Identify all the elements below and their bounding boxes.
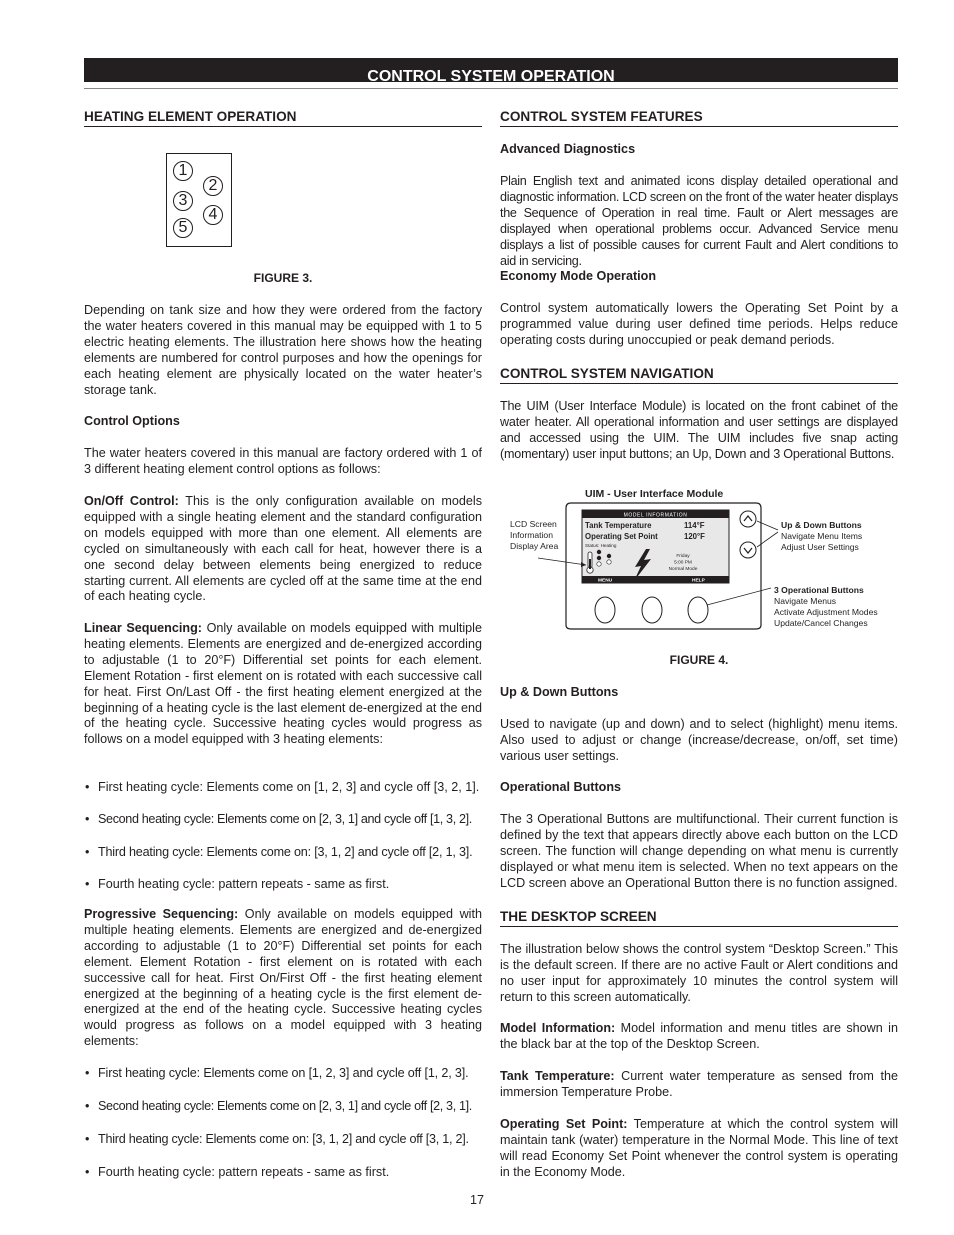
thermometer-icon [587, 552, 593, 573]
lcd-label-line-1: LCD Screen [510, 519, 557, 529]
tank-temp-paragraph [500, 1069, 898, 1101]
features-heading: CONTROL SYSTEM FEATURES [500, 109, 898, 127]
ops-callout-line-1: Navigate Menus [774, 596, 837, 606]
heating-element-diagram [166, 153, 232, 247]
osp-text: Temperature at which the control system will maintain tank (water) temperature in the Normal Mode. This line of text will read Economy Set Point whenever the control system is operating in the Economy Mode. [500, 1117, 899, 1179]
lcd-label-line-3: Display Area [510, 541, 559, 551]
ops-callout-line-2: Activate Adjustment Modes [774, 607, 878, 617]
heating-intro-text: Depending on tank size and how they were ordered from the factory the water heaters covered in this manual may be equipped with 1 to 5 electric heating elements. The illustration here shows how the heating elements are numbered for control purposes and how the openings for each heating element are physically located on the water heater’s storage tank. [84, 303, 482, 397]
linear-sequencing-paragraph [84, 621, 482, 748]
heating-element-heading: HEATING ELEMENT OPERATION [84, 109, 482, 127]
desktop-heading: THE DESKTOP SCREEN [500, 909, 898, 927]
navigation-heading: CONTROL SYSTEM NAVIGATION [500, 366, 898, 384]
updown-heading: Up & Down Buttons [500, 685, 619, 699]
model-info-label: Model Information: [500, 1021, 616, 1035]
list-item: • Fourth heating cycle: pattern repeats - same as first. [84, 877, 482, 893]
lcd-help-label: HELP [692, 578, 705, 584]
lcd-header-text: MODEL INFORMATION [623, 512, 688, 519]
diagnostics-heading: Advanced Diagnostics [500, 142, 636, 156]
onoff-label: On/Off Control: [84, 494, 179, 508]
lcd-schedule-mode: Normal Mode [668, 567, 698, 572]
list-item: • Second heating cycle: Elements come on [2, 3, 1] and cycle off [1, 3, 2]. [84, 812, 482, 828]
onoff-control-paragraph [84, 494, 482, 605]
osp-label: Operating Set Point: [500, 1117, 628, 1131]
updown-callout-line-2: Adjust User Settings [781, 542, 859, 552]
linear-text: Only available on models equipped with multiple heating elements. Elements are energized and de-energized according to adjustable (1 to 20°F) Differential set points for each element. Element Rotation - first element on is rotated with each successive call for heat. First On/Last Off - the first heating element energized at the beginning of a heating cycle is the last element de-energized at the end of the heating cycle. Successive heating cycles would progress as follows on a model equipped with 3 heating elements: [84, 621, 482, 747]
opbuttons-heading: Operational Buttons [500, 780, 622, 794]
desktop-text: The illustration below shows the control system “Desktop Screen.” This is the default screen. If there are no active Fault or Alert conditions and no user input for approximately 10 minutes the control system will return to this screen automatically. [500, 942, 898, 1004]
lcd-set-point-label: Operating Set Point [585, 532, 658, 541]
figure3-caption: FIGURE 3. [253, 271, 313, 285]
element-2: 2 [203, 176, 223, 196]
list-item: • Fourth heating cycle: pattern repeats - same as first. [84, 1165, 482, 1181]
element-1: 1 [173, 161, 193, 181]
lcd-schedule-day: Friday [676, 554, 690, 559]
opbuttons-text: The 3 Operational Buttons are multifunctional. Their current function is defined by the text that appears directly above each button on the LCD screen. The function will change depending on what menu is currently displayed or what menu item is selected. When no text appears on the LCD screen above an Operational Button there is no function assigned. [500, 812, 898, 890]
tank-temp-label: Tank Temperature: [500, 1069, 615, 1083]
ops-callout-title: 3 Operational Buttons [774, 585, 864, 595]
tank-temp-text: Current water temperature as sensed from the immersion Temperature Probe. [500, 1069, 898, 1099]
list-item: • Second heating cycle: Elements come on [2, 3, 1] and cycle off [2, 3, 1]. [84, 1099, 482, 1115]
diagnostics-text: Plain English text and animated icons display detailed operational and diagnostic information. LCD screen on the front of the water heater displays the Sequence of Operation in real time. Fault or Alert messages are displayed when operational problems occur. Advanced Service menu displays a list of possible causes for current Fault and Alert conditions to aid in servicing. [500, 174, 898, 268]
navigation-text: The UIM (User Interface Module) is located on the front cabinet of the water heater. All operational information and user settings are displayed and accessed using the UIM. The UIM includes five snap acting (momentary) user input buttons; an Up, Down and 3 Operational Buttons. [500, 399, 898, 461]
down-button[interactable] [740, 542, 756, 558]
figure4-caption: FIGURE 4. [669, 653, 729, 667]
lcd-menu-label: MENU [598, 578, 613, 584]
linear-label: Linear Sequencing: [84, 621, 202, 635]
lcd-tank-temp-label: Tank Temperature [585, 521, 652, 530]
section-banner: CONTROL SYSTEM OPERATION [84, 58, 898, 82]
updown-callout-line-1: Navigate Menu Items [781, 531, 863, 541]
operational-button-1[interactable] [595, 597, 615, 623]
list-item: • Third heating cycle: Elements come on: [3, 1, 2] and cycle off [2, 1, 3]. [84, 845, 482, 861]
element-3: 3 [173, 191, 193, 211]
list-item: • First heating cycle: Elements come on [1, 2, 3] and cycle off [3, 2, 1]. [84, 780, 482, 796]
updown-text: Used to navigate (up and down) and to select (highlight) menu items. Also used to adjust or change (increase/decrease, on/off, set time) various user settings. [500, 717, 898, 763]
linear-bullet-list [84, 780, 482, 893]
uim-diagram [508, 485, 898, 633]
progressive-text: Only available on models equipped with multiple heating elements. Elements are energized and de-energized according to adjustable (1 to 20°F) Differential set points for each element. Element Rotation - first element on is rotated with each successive call for heat. First On/First Off - the first heating element energized at the beginning of a heating cycle is the first element de-energized at the end of the heating cycle. Successive heating cycles would progress as follows on a model equipped with 3 heating elements: [84, 907, 482, 1049]
list-item: • First heating cycle: Elements come on [1, 2, 3] and cycle off [1, 2, 3]. [84, 1066, 482, 1082]
up-button[interactable] [740, 511, 756, 527]
page-number: 17 [469, 1193, 484, 1207]
ops-callout-line-3: Update/Cancel Changes [774, 618, 868, 628]
lcd-set-point-value: 120°F [684, 532, 705, 541]
banner-rule [84, 88, 898, 89]
element-4: 4 [203, 205, 223, 225]
progressive-sequencing-paragraph [84, 907, 482, 1050]
economy-text: Control system automatically lowers the Operating Set Point by a programmed value during user defined time periods. Helps reduce operating costs during unoccupied or peak demand periods. [500, 301, 898, 347]
onoff-text: This is the only configuration available on models equipped with a single heating element and the standard configuration on models equipped with more than one element. All elements are cycled on simultaneously with each call for heat, however there is a one second delay between elements being energized to reduce starting current. All elements are cycled off at the same time at the end of each heating cycle. [84, 494, 482, 604]
element-5: 5 [173, 218, 193, 238]
lcd-tank-temp-value: 114°F [684, 521, 705, 530]
progressive-label: Progressive Sequencing: [84, 907, 239, 921]
operational-button-3[interactable] [688, 597, 708, 623]
operational-button-2[interactable] [642, 597, 662, 623]
model-info-paragraph [500, 1021, 898, 1053]
list-item: • Third heating cycle: Elements come on: [3, 1, 2] and cycle off [3, 1, 2]. [84, 1132, 482, 1148]
operating-set-point-paragraph [500, 1117, 898, 1181]
model-info-text: Model information and menu titles are shown in the black bar at the top of the Desktop Screen. [500, 1021, 898, 1051]
lcd-status: Status: Heating [585, 543, 617, 548]
lcd-schedule-time: 5:00 PM [674, 560, 692, 566]
updown-callout-title: Up & Down Buttons [781, 520, 862, 530]
economy-heading: Economy Mode Operation [500, 269, 657, 283]
control-options-heading: Control Options [84, 414, 180, 428]
progressive-bullet-list [84, 1066, 482, 1181]
control-options-text: The water heaters covered in this manual are factory ordered with 1 of 3 different heating element control options as follows: [84, 446, 482, 476]
uim-title: UIM - User Interface Module [585, 488, 724, 500]
lcd-label-line-2: Information [510, 530, 553, 540]
